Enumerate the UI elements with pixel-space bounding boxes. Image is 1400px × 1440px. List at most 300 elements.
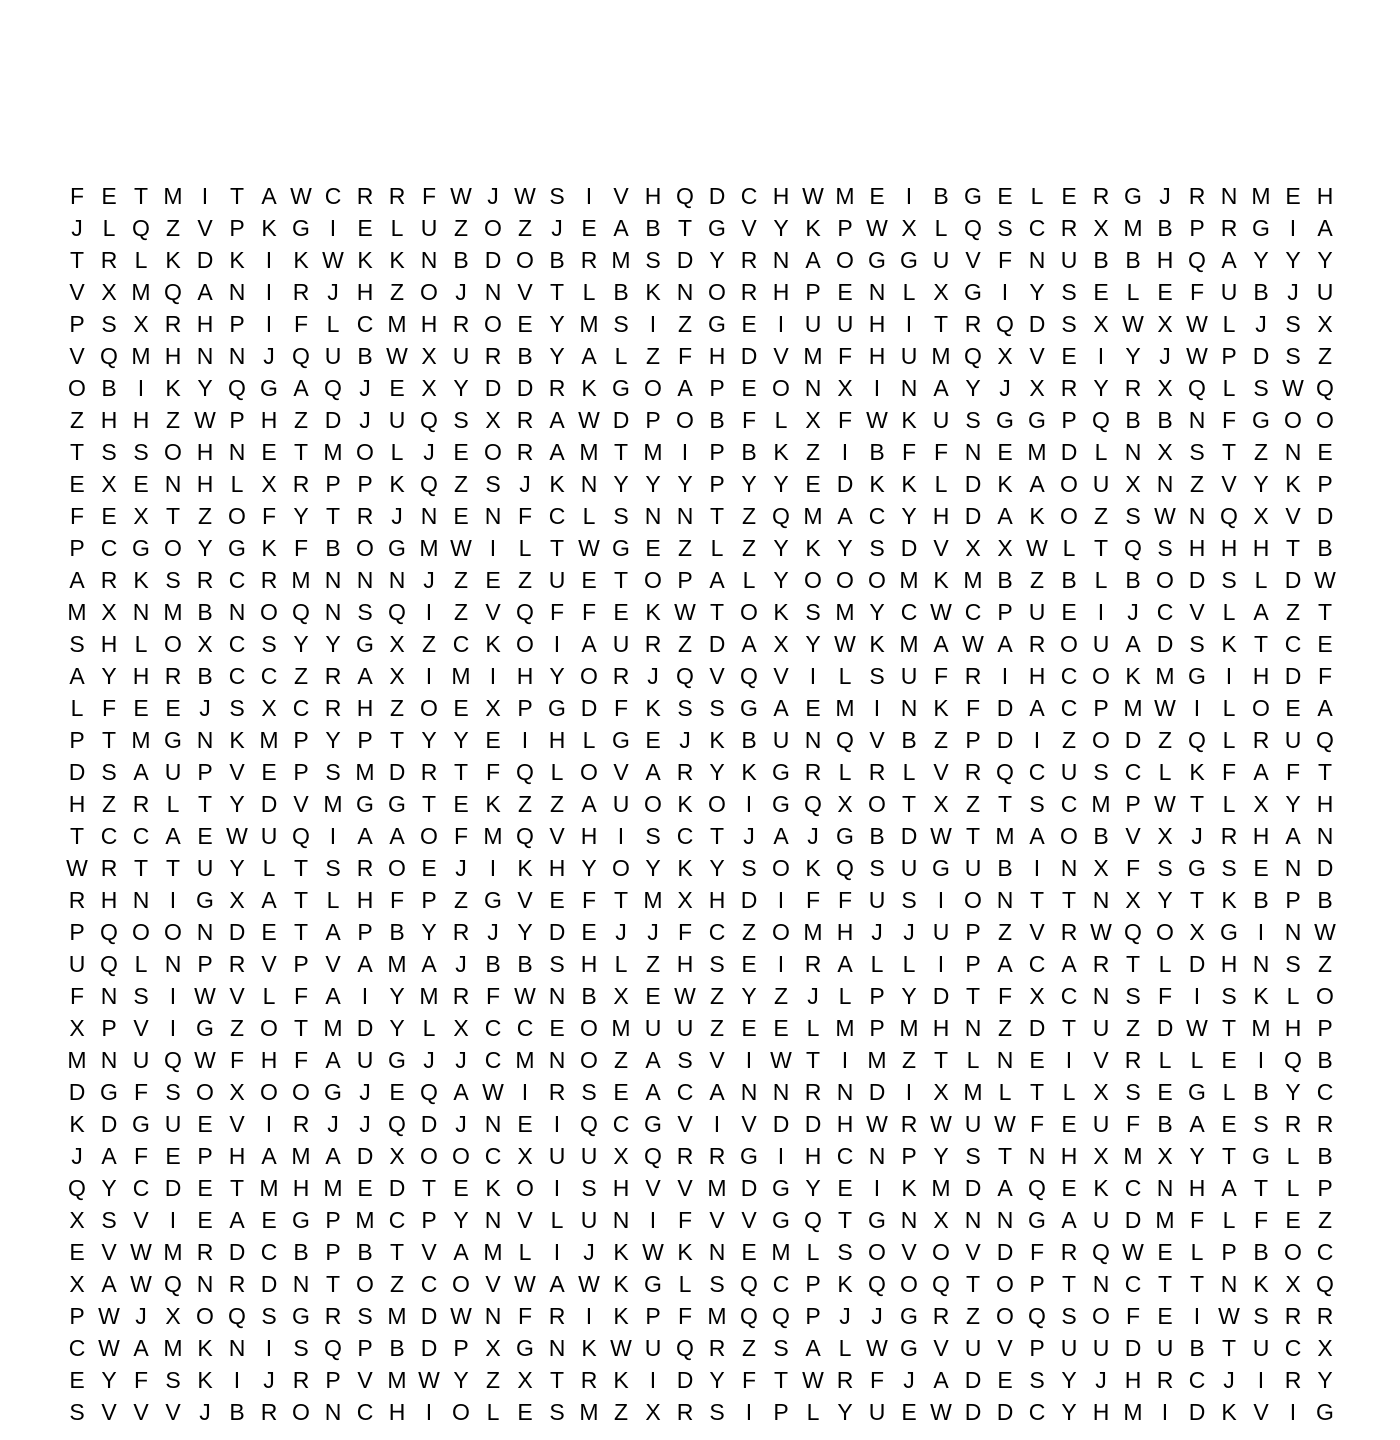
grid-letter[interactable]: U (964, 1335, 982, 1361)
grid-letter[interactable]: M (899, 567, 919, 593)
grid-letter[interactable]: Z (709, 983, 725, 1009)
grid-letter[interactable]: F (1125, 855, 1141, 881)
grid-letter[interactable]: P (677, 567, 693, 593)
grid-letter[interactable]: I (649, 311, 657, 337)
grid-letter[interactable]: R (1060, 215, 1078, 241)
grid-letter[interactable]: H (1188, 535, 1206, 561)
grid-letter[interactable]: I (265, 1111, 273, 1137)
grid-letter[interactable]: D (1028, 311, 1046, 337)
grid-letter[interactable]: P (357, 919, 373, 945)
grid-letter[interactable]: E (741, 1015, 757, 1041)
grid-letter[interactable]: W (98, 1335, 120, 1361)
grid-letter[interactable]: J (615, 919, 627, 945)
grid-letter[interactable]: C (1060, 663, 1078, 689)
grid-letter[interactable]: D (1316, 855, 1334, 881)
grid-letter[interactable]: Y (453, 727, 469, 753)
grid-letter[interactable]: V (1285, 503, 1301, 529)
grid-letter[interactable]: D (964, 1399, 982, 1425)
grid-letter[interactable]: O (420, 279, 438, 305)
grid-letter[interactable]: O (292, 1399, 310, 1425)
grid-letter[interactable]: H (548, 855, 566, 881)
grid-letter[interactable]: T (965, 823, 981, 849)
grid-letter[interactable]: Y (645, 471, 661, 497)
grid-letter[interactable]: K (133, 567, 149, 593)
grid-letter[interactable]: B (1253, 887, 1269, 913)
grid-letter[interactable]: S (1253, 1111, 1269, 1137)
grid-letter[interactable]: Z (453, 567, 469, 593)
grid-letter[interactable]: R (1124, 375, 1142, 401)
grid-letter[interactable]: I (1097, 599, 1105, 625)
grid-letter[interactable]: I (361, 983, 369, 1009)
grid-letter[interactable]: I (873, 1175, 881, 1201)
grid-letter[interactable]: J (903, 1367, 915, 1393)
grid-letter[interactable]: U (420, 215, 438, 241)
grid-letter[interactable]: X (389, 631, 405, 657)
grid-letter[interactable]: N (1092, 1271, 1110, 1297)
grid-letter[interactable]: S (101, 311, 117, 337)
grid-letter[interactable]: V (709, 1207, 725, 1233)
grid-letter[interactable]: R (356, 855, 374, 881)
grid-letter[interactable]: L (806, 1239, 820, 1265)
grid-letter[interactable]: Q (1124, 535, 1142, 561)
grid-letter[interactable]: E (197, 1207, 213, 1233)
grid-letter[interactable]: V (741, 1111, 757, 1137)
grid-letter[interactable]: Q (1028, 1303, 1046, 1329)
grid-letter[interactable]: C (740, 183, 758, 209)
grid-letter[interactable]: E (261, 1207, 277, 1233)
grid-letter[interactable]: X (997, 343, 1013, 369)
grid-letter[interactable]: F (805, 887, 821, 913)
grid-letter[interactable]: O (516, 247, 534, 273)
grid-letter[interactable]: Q (420, 1079, 438, 1105)
grid-letter[interactable]: L (550, 759, 564, 785)
grid-letter[interactable]: X (933, 279, 949, 305)
grid-letter[interactable]: O (1092, 1303, 1110, 1329)
grid-letter[interactable]: D (228, 1239, 246, 1265)
grid-letter[interactable]: J (455, 1111, 467, 1137)
grid-letter[interactable]: M (387, 1303, 407, 1329)
grid-letter[interactable]: O (772, 375, 790, 401)
grid-letter[interactable]: B (645, 215, 661, 241)
grid-letter[interactable]: M (451, 663, 471, 689)
grid-letter[interactable]: E (1157, 279, 1173, 305)
grid-letter[interactable]: H (1156, 247, 1174, 273)
grid-letter[interactable]: O (964, 887, 982, 913)
grid-letter[interactable]: K (613, 1367, 629, 1393)
grid-letter[interactable]: L (1158, 1047, 1172, 1073)
grid-letter[interactable]: L (1030, 183, 1044, 209)
grid-letter[interactable]: W (322, 247, 344, 273)
grid-letter[interactable]: E (645, 535, 661, 561)
grid-letter[interactable]: M (1123, 215, 1143, 241)
grid-letter[interactable]: Y (613, 471, 629, 497)
grid-letter[interactable]: K (677, 791, 693, 817)
grid-letter[interactable]: K (69, 1111, 85, 1137)
grid-letter[interactable]: E (997, 1367, 1013, 1393)
grid-letter[interactable]: N (324, 567, 342, 593)
grid-letter[interactable]: A (261, 183, 277, 209)
grid-letter[interactable]: T (1189, 887, 1205, 913)
grid-letter[interactable]: U (356, 1047, 374, 1073)
grid-letter[interactable]: I (265, 247, 273, 273)
grid-letter[interactable]: W (578, 1271, 600, 1297)
grid-letter[interactable]: Z (1317, 951, 1333, 977)
grid-letter[interactable]: X (485, 1335, 501, 1361)
grid-letter[interactable]: V (549, 823, 565, 849)
grid-letter[interactable]: Q (676, 663, 694, 689)
grid-letter[interactable]: K (1093, 1175, 1109, 1201)
grid-letter[interactable]: P (357, 727, 373, 753)
grid-letter[interactable]: R (100, 567, 118, 593)
grid-letter[interactable]: C (772, 1271, 790, 1297)
grid-letter[interactable]: T (613, 439, 629, 465)
grid-letter[interactable]: M (1123, 1399, 1143, 1425)
grid-letter[interactable]: U (164, 759, 182, 785)
grid-letter[interactable]: W (1314, 567, 1336, 593)
grid-letter[interactable]: L (806, 1015, 820, 1041)
grid-letter[interactable]: M (707, 1175, 727, 1201)
grid-letter[interactable]: B (357, 1239, 373, 1265)
grid-letter[interactable]: Y (293, 503, 309, 529)
grid-letter[interactable]: O (1092, 727, 1110, 753)
grid-letter[interactable]: P (197, 1143, 213, 1169)
grid-letter[interactable]: T (1317, 599, 1333, 625)
grid-letter[interactable]: V (741, 1207, 757, 1233)
grid-letter[interactable]: W (866, 215, 888, 241)
grid-letter[interactable]: P (965, 919, 981, 945)
grid-letter[interactable]: D (260, 791, 278, 817)
grid-letter[interactable]: B (325, 535, 341, 561)
grid-letter[interactable]: S (165, 1367, 181, 1393)
grid-letter[interactable]: P (517, 695, 533, 721)
grid-letter[interactable]: N (100, 983, 118, 1009)
grid-letter[interactable]: F (1029, 1111, 1045, 1137)
grid-letter[interactable]: F (229, 1047, 245, 1073)
grid-letter[interactable]: T (293, 855, 309, 881)
grid-letter[interactable]: I (553, 1239, 561, 1265)
grid-letter[interactable]: I (553, 1111, 561, 1137)
grid-letter[interactable]: G (292, 1303, 310, 1329)
grid-letter[interactable]: J (999, 375, 1011, 401)
grid-letter[interactable]: Y (549, 663, 565, 689)
grid-letter[interactable]: W (1122, 311, 1144, 337)
grid-letter[interactable]: Q (964, 215, 982, 241)
grid-letter[interactable]: Z (741, 1335, 757, 1361)
grid-letter[interactable]: M (163, 1239, 183, 1265)
grid-letter[interactable]: D (196, 247, 214, 273)
grid-letter[interactable]: J (807, 983, 819, 1009)
grid-letter[interactable]: X (1093, 1143, 1109, 1169)
grid-letter[interactable]: Z (613, 1047, 629, 1073)
grid-letter[interactable]: T (1125, 951, 1141, 977)
grid-letter[interactable]: K (357, 247, 373, 273)
grid-letter[interactable]: J (1255, 311, 1267, 337)
grid-letter[interactable]: Z (709, 1015, 725, 1041)
grid-letter[interactable]: V (101, 1239, 117, 1265)
grid-letter[interactable]: Z (613, 1399, 629, 1425)
grid-letter[interactable]: Z (1157, 727, 1173, 753)
grid-letter[interactable]: J (263, 1367, 275, 1393)
grid-letter[interactable]: R (804, 951, 822, 977)
grid-letter[interactable]: A (453, 1079, 469, 1105)
grid-letter[interactable]: R (900, 1111, 918, 1137)
grid-letter[interactable]: I (905, 1079, 913, 1105)
grid-letter[interactable]: V (645, 1175, 661, 1201)
grid-letter[interactable]: K (197, 1367, 213, 1393)
grid-letter[interactable]: X (261, 471, 277, 497)
grid-letter[interactable]: W (1186, 1015, 1208, 1041)
grid-letter[interactable]: T (677, 215, 693, 241)
grid-letter[interactable]: D (900, 823, 918, 849)
grid-letter[interactable]: U (1092, 631, 1110, 657)
grid-letter[interactable]: W (194, 983, 216, 1009)
grid-letter[interactable]: D (740, 343, 758, 369)
grid-letter[interactable]: I (1257, 1367, 1265, 1393)
grid-letter[interactable]: Q (132, 215, 150, 241)
grid-letter[interactable]: K (1029, 503, 1045, 529)
grid-letter[interactable]: U (964, 855, 982, 881)
grid-letter[interactable]: K (293, 247, 309, 273)
grid-letter[interactable]: T (69, 247, 85, 273)
grid-letter[interactable]: X (1157, 1143, 1173, 1169)
grid-letter[interactable]: A (645, 1079, 661, 1105)
grid-letter[interactable]: B (1253, 279, 1269, 305)
grid-letter[interactable]: D (68, 1079, 86, 1105)
grid-letter[interactable]: C (708, 919, 726, 945)
grid-letter[interactable]: G (1028, 407, 1046, 433)
grid-letter[interactable]: S (453, 407, 469, 433)
grid-letter[interactable]: A (325, 1047, 341, 1073)
grid-letter[interactable]: B (1317, 535, 1333, 561)
grid-letter[interactable]: D (996, 695, 1014, 721)
grid-letter[interactable]: O (900, 1271, 918, 1297)
grid-letter[interactable]: W (962, 631, 984, 657)
grid-letter[interactable]: J (71, 1143, 83, 1169)
grid-letter[interactable]: L (1286, 983, 1300, 1009)
grid-letter[interactable]: Q (1092, 1239, 1110, 1265)
grid-letter[interactable]: T (549, 535, 565, 561)
grid-letter[interactable]: D (548, 919, 566, 945)
grid-letter[interactable]: K (581, 375, 597, 401)
grid-letter[interactable]: W (1154, 695, 1176, 721)
grid-letter[interactable]: F (293, 1047, 309, 1073)
grid-letter[interactable]: P (997, 599, 1013, 625)
grid-letter[interactable]: Z (293, 407, 309, 433)
grid-letter[interactable]: K (1125, 663, 1141, 689)
grid-letter[interactable]: N (388, 567, 406, 593)
grid-letter[interactable]: X (677, 887, 693, 913)
grid-letter[interactable]: O (1156, 919, 1174, 945)
grid-letter[interactable]: I (873, 375, 881, 401)
grid-letter[interactable]: X (1125, 887, 1141, 913)
grid-letter[interactable]: W (1154, 791, 1176, 817)
grid-letter[interactable]: V (613, 183, 629, 209)
grid-letter[interactable]: Q (836, 855, 854, 881)
grid-letter[interactable]: E (261, 439, 277, 465)
grid-letter[interactable]: P (773, 1399, 789, 1425)
grid-letter[interactable]: Y (773, 535, 789, 561)
grid-letter[interactable]: E (357, 1175, 373, 1201)
grid-letter[interactable]: S (1125, 1079, 1141, 1105)
grid-letter[interactable]: N (708, 1239, 726, 1265)
grid-letter[interactable]: F (421, 183, 437, 209)
grid-letter[interactable]: P (805, 1303, 821, 1329)
grid-letter[interactable]: I (553, 631, 561, 657)
grid-letter[interactable]: S (1157, 855, 1173, 881)
grid-letter[interactable]: F (69, 183, 85, 209)
grid-letter[interactable]: Z (229, 1015, 245, 1041)
grid-letter[interactable]: H (580, 951, 598, 977)
grid-letter[interactable]: A (805, 247, 821, 273)
grid-letter[interactable]: A (1221, 1175, 1237, 1201)
grid-letter[interactable]: Q (740, 663, 758, 689)
grid-letter[interactable]: F (741, 407, 757, 433)
grid-letter[interactable]: F (677, 1207, 693, 1233)
grid-letter[interactable]: Q (1220, 503, 1238, 529)
grid-letter[interactable]: C (1124, 759, 1142, 785)
grid-letter[interactable]: T (709, 503, 725, 529)
grid-letter[interactable]: C (1284, 631, 1302, 657)
grid-letter[interactable]: B (389, 919, 405, 945)
grid-letter[interactable]: E (1157, 1239, 1173, 1265)
grid-letter[interactable]: I (265, 311, 273, 337)
grid-letter[interactable]: F (1189, 279, 1205, 305)
grid-letter[interactable]: D (1060, 439, 1078, 465)
grid-letter[interactable]: W (130, 1239, 152, 1265)
grid-letter[interactable]: F (389, 887, 405, 913)
grid-letter[interactable]: V (325, 951, 341, 977)
grid-letter[interactable]: N (548, 983, 566, 1009)
grid-letter[interactable]: O (484, 311, 502, 337)
grid-letter[interactable]: D (964, 471, 982, 497)
grid-letter[interactable]: W (1154, 503, 1176, 529)
grid-letter[interactable]: A (197, 279, 213, 305)
grid-letter[interactable]: Y (1317, 247, 1333, 273)
grid-letter[interactable]: H (1252, 663, 1270, 689)
grid-letter[interactable]: L (742, 567, 756, 593)
grid-letter[interactable]: F (997, 983, 1013, 1009)
grid-letter[interactable]: R (132, 791, 150, 817)
grid-letter[interactable]: N (1124, 439, 1142, 465)
grid-letter[interactable]: E (133, 695, 149, 721)
grid-letter[interactable]: I (745, 791, 753, 817)
grid-letter[interactable]: G (900, 1303, 918, 1329)
grid-letter[interactable]: R (612, 663, 630, 689)
grid-letter[interactable]: W (802, 1367, 824, 1393)
grid-letter[interactable]: S (1061, 311, 1077, 337)
grid-letter[interactable]: B (1253, 1079, 1269, 1105)
grid-letter[interactable]: J (71, 215, 83, 241)
grid-letter[interactable]: A (933, 375, 949, 401)
grid-letter[interactable]: Q (772, 1303, 790, 1329)
grid-letter[interactable]: U (1092, 1111, 1110, 1137)
grid-letter[interactable]: G (708, 215, 726, 241)
grid-letter[interactable]: Q (868, 1271, 886, 1297)
grid-letter[interactable]: T (1285, 535, 1301, 561)
grid-letter[interactable]: B (581, 983, 597, 1009)
grid-letter[interactable]: C (1028, 951, 1046, 977)
grid-letter[interactable]: Z (1093, 503, 1109, 529)
grid-letter[interactable]: S (1221, 983, 1237, 1009)
grid-letter[interactable]: N (164, 951, 182, 977)
grid-letter[interactable]: L (806, 1399, 820, 1425)
grid-letter[interactable]: G (548, 695, 566, 721)
grid-letter[interactable]: O (260, 1079, 278, 1105)
grid-letter[interactable]: F (837, 887, 853, 913)
grid-letter[interactable]: E (165, 1143, 181, 1169)
grid-letter[interactable]: P (325, 1367, 341, 1393)
grid-letter[interactable]: L (582, 727, 596, 753)
grid-letter[interactable]: M (1027, 439, 1047, 465)
grid-letter[interactable]: G (868, 1207, 886, 1233)
grid-letter[interactable]: K (901, 471, 917, 497)
grid-letter[interactable]: H (228, 1143, 246, 1169)
grid-letter[interactable]: W (194, 1047, 216, 1073)
grid-letter[interactable]: H (676, 951, 694, 977)
grid-letter[interactable]: G (164, 727, 182, 753)
grid-letter[interactable]: N (1188, 407, 1206, 433)
grid-letter[interactable]: U (196, 855, 214, 881)
grid-letter[interactable]: S (805, 599, 821, 625)
grid-letter[interactable]: O (260, 599, 278, 625)
grid-letter[interactable]: Z (965, 1303, 981, 1329)
grid-letter[interactable]: G (996, 407, 1014, 433)
grid-letter[interactable]: Z (1253, 439, 1269, 465)
grid-letter[interactable]: Z (389, 695, 405, 721)
grid-letter[interactable]: I (201, 183, 209, 209)
grid-letter[interactable]: Z (645, 951, 661, 977)
grid-letter[interactable]: Y (933, 1143, 949, 1169)
grid-letter[interactable]: Z (741, 503, 757, 529)
grid-letter[interactable]: N (772, 247, 790, 273)
grid-letter[interactable]: W (98, 1303, 120, 1329)
grid-letter[interactable]: I (649, 1207, 657, 1233)
grid-letter[interactable]: R (964, 663, 982, 689)
grid-letter[interactable]: A (1285, 823, 1301, 849)
grid-letter[interactable]: W (418, 1367, 440, 1393)
grid-letter[interactable]: X (1285, 1271, 1301, 1297)
grid-letter[interactable]: V (101, 1399, 117, 1425)
grid-letter[interactable]: U (1060, 759, 1078, 785)
grid-letter[interactable]: K (261, 215, 277, 241)
grid-letter[interactable]: E (453, 695, 469, 721)
grid-letter[interactable]: X (773, 631, 789, 657)
grid-letter[interactable]: E (261, 759, 277, 785)
grid-letter[interactable]: O (1092, 663, 1110, 689)
grid-letter[interactable]: V (165, 1399, 181, 1425)
grid-letter[interactable]: V (965, 1239, 981, 1265)
grid-letter[interactable]: E (997, 183, 1013, 209)
grid-letter[interactable]: T (1061, 887, 1077, 913)
grid-letter[interactable]: A (837, 503, 853, 529)
grid-letter[interactable]: R (1316, 1111, 1334, 1137)
grid-letter[interactable]: M (291, 1143, 311, 1169)
grid-letter[interactable]: Z (773, 983, 789, 1009)
grid-letter[interactable]: T (293, 1015, 309, 1041)
grid-letter[interactable]: B (997, 567, 1013, 593)
grid-letter[interactable]: N (740, 1079, 758, 1105)
grid-letter[interactable]: N (1028, 1143, 1046, 1169)
grid-letter[interactable]: P (325, 1239, 341, 1265)
grid-letter[interactable]: P (709, 439, 725, 465)
grid-letter[interactable]: R (292, 279, 310, 305)
grid-letter[interactable]: A (1317, 695, 1333, 721)
grid-letter[interactable]: B (1125, 567, 1141, 593)
grid-letter[interactable]: U (1028, 599, 1046, 625)
grid-letter[interactable]: I (169, 983, 177, 1009)
grid-letter[interactable]: A (581, 343, 597, 369)
grid-letter[interactable]: S (965, 407, 981, 433)
